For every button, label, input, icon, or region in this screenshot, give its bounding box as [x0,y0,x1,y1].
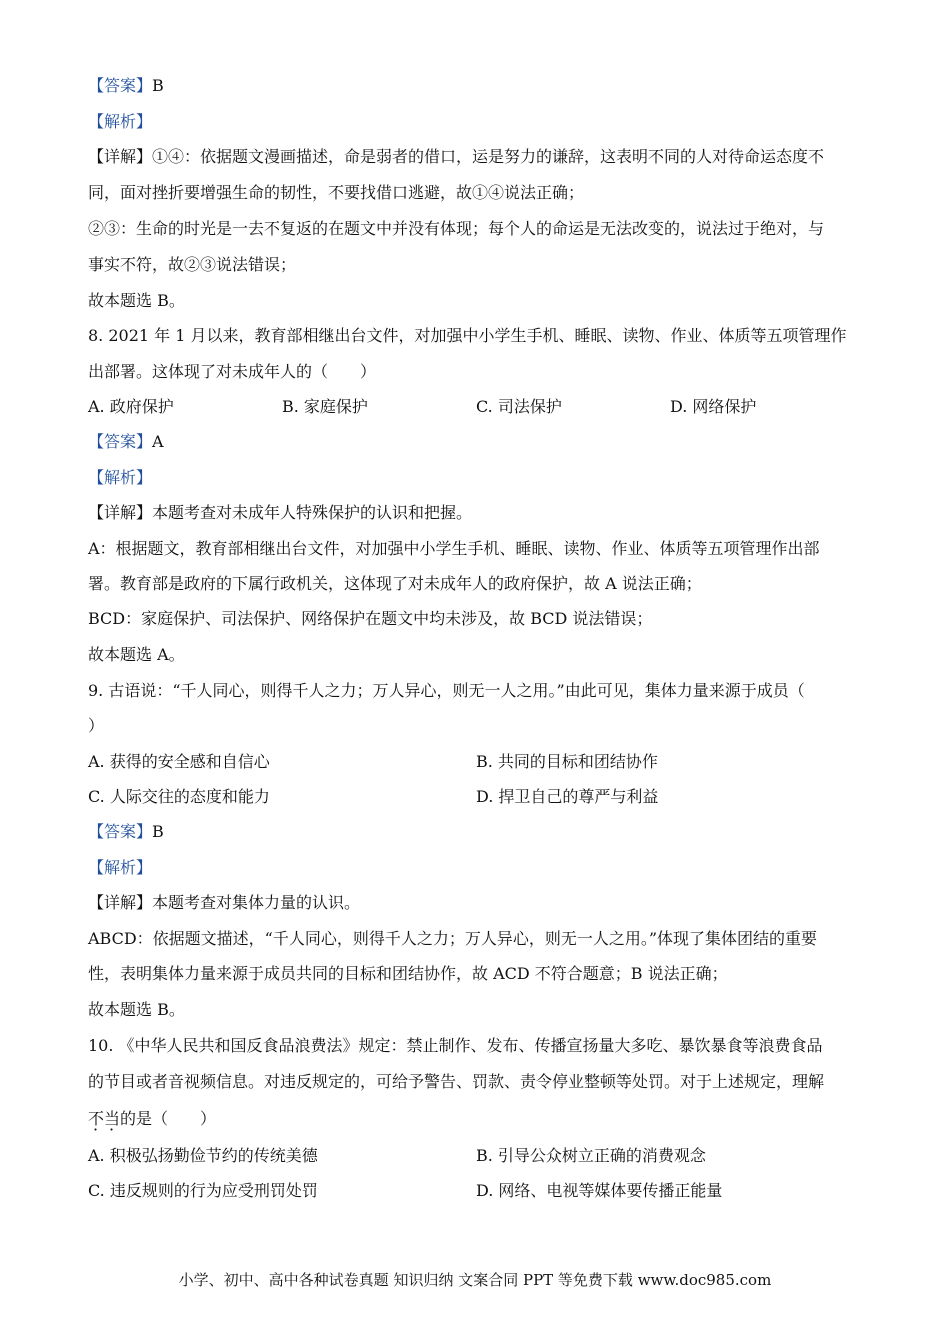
q9-detail-line1: ABCD：依据题文描述，“千人同心，则得千人之力；万人异心，则无一人之用。”体现了集体团结的重要 [88,929,818,948]
analysis-tag: 解析 [104,858,137,877]
emphasis-char: 不 [88,1109,105,1128]
page-footer: 小学、初中、高中各种试卷真题 知识归纳 文案合同 PPT 等免费下载 www.doc985.com [178,1271,772,1289]
q9-stem-line2: ） [88,716,105,735]
q9-stem-line1: 9. 古语说：“千人同心，则得千人之力；万人异心，则无一人之用。”由此可见，集体力量来源于成员（ [88,681,805,700]
q9-conclusion: 故本题选 B。 [88,1000,185,1019]
stem-text: 的是（ ） [120,1109,217,1128]
answer-tag: 答案 [104,822,137,841]
q10-option-b: B. 引导公众树立正确的消费观念 [476,1146,706,1165]
q9-option-d: D. 捍卫自己的尊严与利益 [476,787,659,806]
q8-stem-line1: 8. 2021 年 1 月以来，教育部相继出台文件，对加强中小学生手机、睡眠、读物、作业、体质等五项管理作 [88,326,847,345]
detail-text: 本题考查对未成年人特殊保护的认识和把握。 [152,503,473,522]
q8-analysis-heading: 【解析】 [88,468,153,487]
q8-detail-line2: 署。教育部是政府的下属行政机关，这体现了对未成年人的政府保护，故 A 说法正确； [88,574,702,593]
q8-option-a: A. 政府保护 [88,397,174,416]
q9-detail-intro: 【详解】本题考查对集体力量的认识。 [88,893,361,912]
q8-detail-line3: BCD：家庭保护、司法保护、网络保护在题文中均未涉及，故 BCD 说法错误； [88,609,653,628]
q10-option-a: A. 积极弘扬勤俭节约的传统美德 [88,1146,318,1165]
q8-stem-line2: 出部署。这体现了对未成年人的（ ） [88,362,377,381]
q10-stem-line1: 10. 《中华人民共和国反食品浪费法》规定：禁止制作、发布、传播宣扬量大多吃、暴饮暴食等浪费食品 [88,1036,823,1055]
q8-detail-intro: 【详解】本题考查对未成年人特殊保护的认识和把握。 [88,503,473,522]
q9-analysis-heading: 【解析】 [88,858,153,877]
q7-detail-line4: 事实不符，故②③说法错误； [88,255,297,274]
q8-option-b: B. 家庭保护 [282,397,368,416]
analysis-tag: 解析 [104,112,137,131]
q7-conclusion: 故本题选 B。 [88,291,185,310]
q10-stem-line2: 的节目或者音视频信息。对违反规定的，可给予警告、罚款、责令停业整顿等处罚。对于上述规定，理解 [88,1072,825,1091]
detail-tag: 详解 [104,503,137,522]
q7-analysis-heading: 【解析】 [88,112,153,131]
answer-tag: 答案 [104,76,137,95]
q8-answer: 【答案】A [88,432,164,451]
answer-value: B [152,76,164,95]
answer-tag: 答案 [104,432,137,451]
answer-value: B [152,822,164,841]
detail-tag: 详解 [104,893,137,912]
detail-text: ①④：依据题文漫画描述，命是弱者的借口，运是努力的谦辞，这表明不同的人对待命运态度不 [152,147,825,166]
q8-conclusion: 故本题选 A。 [88,645,185,664]
detail-tag: 详解 [104,147,137,166]
q8-detail-line1: A：根据题文，教育部相继出台文件，对加强中小学生手机、睡眠、读物、作业、体质等五项管理作出部 [88,539,820,558]
q7-detail-line2: 同，面对挫折要增强生命的韧性，不要找借口逃避，故①④说法正确； [88,183,585,202]
q10-stem-line3 [88,1108,216,1130]
answer-value: A [152,432,164,451]
q9-detail-line2: 性，表明集体力量来源于成员共同的目标和团结协作，故 ACD 不符合题意；B 说法正确； [88,964,728,983]
detail-text: 本题考查对集体力量的认识。 [152,893,361,912]
q9-answer: 【答案】B [88,822,164,841]
analysis-tag: 解析 [104,468,137,487]
emphasis-char: 当 [104,1109,121,1128]
q7-detail-line1: 【详解】①④：依据题文漫画描述，命是弱者的借口，运是努力的谦辞，这表明不同的人对待命运态度不 [88,147,825,166]
q10-option-d: D. 网络、电视等媒体要传播正能量 [476,1181,723,1200]
q7-detail-line3: ②③：生命的时光是一去不复返的在题文中并没有体现；每个人的命运是无法改变的，说法过于绝对，与 [88,219,825,238]
q9-option-a: A. 获得的安全感和自信心 [88,752,270,771]
q8-option-d: D. 网络保护 [670,397,757,416]
q8-option-c: C. 司法保护 [476,397,562,416]
q10-option-c: C. 违反规则的行为应受刑罚处罚 [88,1181,318,1200]
q9-option-b: B. 共同的目标和团结协作 [476,752,658,771]
q7-answer: 【答案】B [88,76,164,95]
q9-option-c: C. 人际交往的态度和能力 [88,787,270,806]
